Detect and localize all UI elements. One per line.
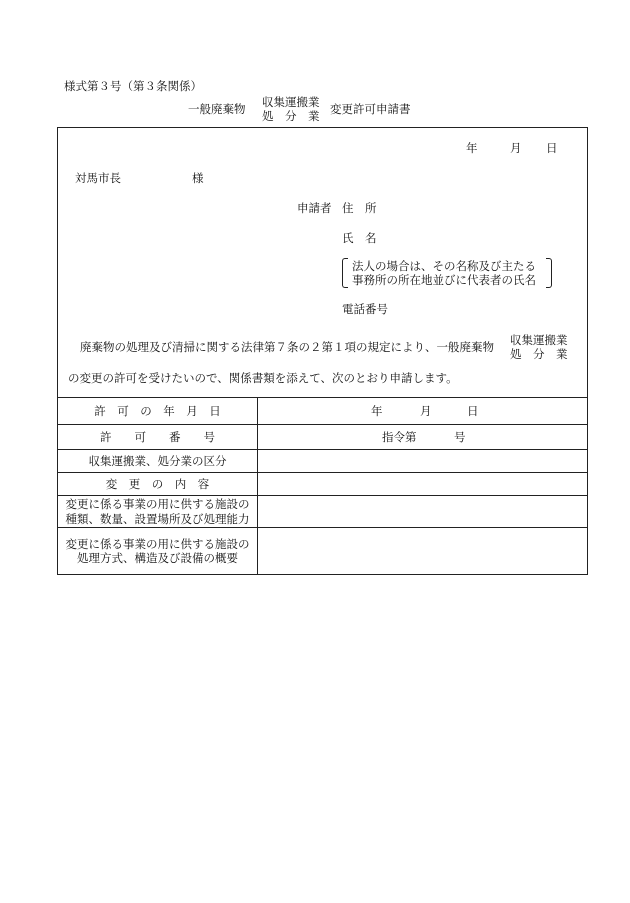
corp-note-left-bracket	[342, 258, 348, 288]
facility-capacity-label-line1: 変更に係る事業の用に供する施設の	[65, 497, 250, 512]
statement-line1: 廃棄物の処理及び清掃に関する法律第７条の２第１項の規定により、一般廃棄物	[80, 340, 494, 354]
table-row-business-category-label: 収集運搬業、処分業の区分	[88, 454, 227, 468]
corp-note-line2: 事務所の所在地並びに代表者の氏名	[352, 273, 536, 288]
title-business-line1: 収集運搬業	[262, 95, 320, 109]
statement-business-line1: 収集運搬業	[510, 333, 568, 347]
addressee-honorific: 様	[192, 171, 204, 185]
phone-label: 電話番号	[342, 302, 388, 316]
title-business-type	[262, 95, 320, 124]
statement-business-line2: 処 分 業	[510, 347, 568, 362]
table-row-facility-structure-value[interactable]	[258, 528, 587, 574]
corp-note-right-bracket	[546, 258, 552, 288]
corp-note	[352, 259, 536, 288]
table-row-change-details-value[interactable]	[258, 473, 587, 495]
facility-capacity-label-line2: 種類、数量、設置場所及び処理能力	[65, 511, 250, 526]
table-row-permit-number-label: 許 可 番 号	[100, 430, 215, 444]
table-row-business-category-value[interactable]	[258, 450, 587, 472]
table-row-change-details-label: 変 更 の 内 容	[105, 477, 210, 491]
statement-line2: の変更の許可を受けたいので、関係書類を添えて、次のとおり申請します。	[68, 371, 458, 385]
statement-business-type	[510, 333, 568, 362]
date-month: 月	[510, 141, 522, 155]
facility-structure-label-line1: 変更に係る事業の用に供する施設の	[65, 536, 250, 551]
permit-number-prefix: 指令第	[382, 430, 417, 444]
title-business-line2: 処 分 業	[262, 109, 320, 124]
table-row-facility-capacity-value[interactable]	[258, 496, 587, 527]
address-label: 住 所	[342, 201, 377, 215]
corp-note-line1: 法人の場合は、その名称及び主たる	[352, 259, 536, 273]
applicant-label: 申請者	[297, 201, 332, 215]
permit-number-suffix: 号	[454, 430, 466, 444]
permit-year: 年	[371, 404, 383, 418]
permit-day: 日	[467, 404, 479, 418]
name-label: 氏 名	[342, 231, 377, 245]
addressee-name: 対馬市長	[75, 171, 121, 185]
date-day: 日	[546, 141, 558, 155]
table-row-facility-structure-label	[58, 528, 257, 574]
facility-structure-label-line2: 処理方式、構造及び設備の概要	[77, 551, 238, 565]
table-row-permit-number-value[interactable]	[258, 425, 587, 449]
table-row-permit-date-value[interactable]	[258, 398, 587, 424]
table-row-permit-date-label: 許 可 の 年 月 日	[94, 404, 221, 418]
form-number: 様式第３号（第３条関係）	[64, 79, 202, 93]
table-row-facility-capacity-label	[58, 496, 257, 527]
date-year: 年	[466, 141, 478, 155]
title-suffix: 変更許可申請書	[330, 102, 411, 116]
title-prefix: 一般廃棄物	[188, 102, 246, 116]
permit-month: 月	[420, 404, 432, 418]
